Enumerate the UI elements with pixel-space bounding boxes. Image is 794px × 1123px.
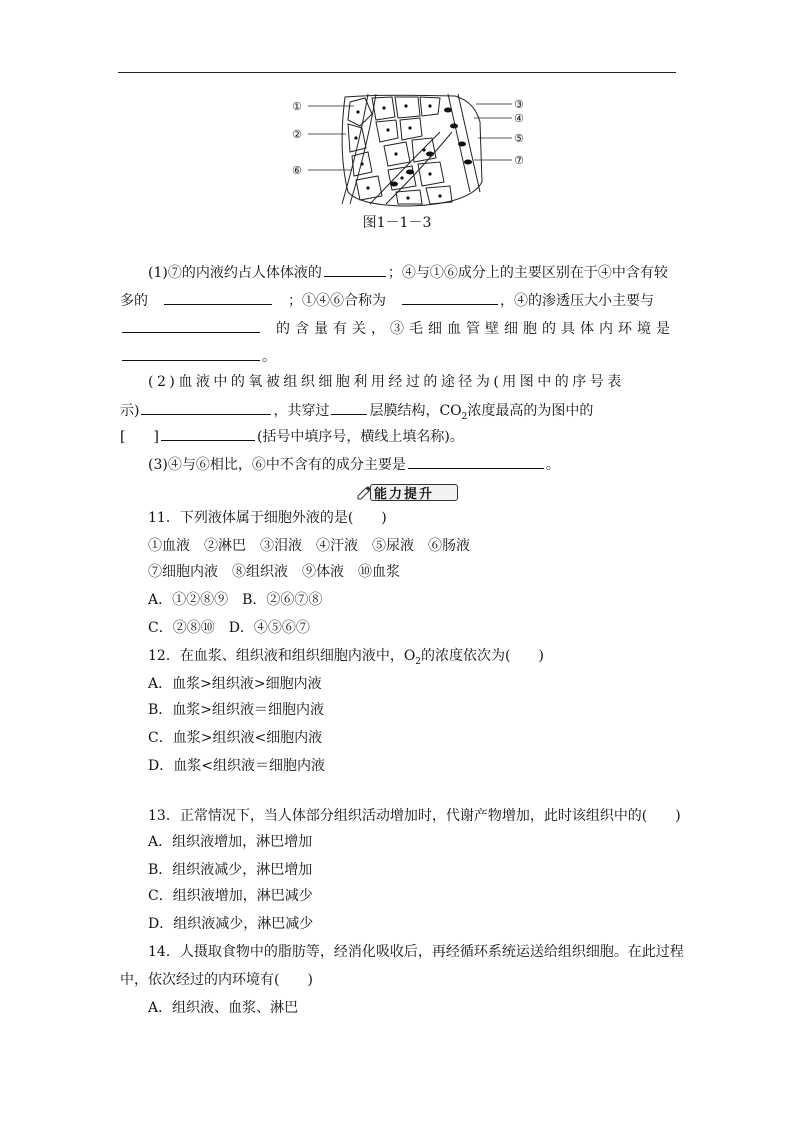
q14-stem-line2: 中，依次经过的内环境有( ) [120, 972, 313, 988]
q10-p2-line2: 示) ，共穿过 层膜结构，$CO_2$浓度最高的为图中的 [120, 400, 593, 427]
q10-p1-line3: 的含量有关，③毛细血管壁细胞的具体内环境是 [120, 318, 675, 339]
q10-p2-line1: (2)血液中的氧被组织细胞利用经过的途径为(用图中的序号表 [148, 374, 625, 390]
answer-blank[interactable] [408, 454, 544, 469]
answer-blank[interactable] [122, 346, 260, 361]
figure-label-2: ② [292, 128, 302, 141]
q14-option-a[interactable]: A．组织液、血浆、淋巴 [148, 1000, 299, 1016]
q13-option-d[interactable]: D．组织液减少，淋巴减少 [148, 916, 314, 932]
figure-label-5: ⑤ [514, 132, 524, 145]
figure-label-7: ⑦ [514, 154, 524, 167]
figure-label-4: ④ [514, 112, 524, 125]
q12-stem: 12．在血浆、组织液和组织细胞内液中，$O_2$的浓度依次为( ) [148, 648, 544, 667]
q12-option-c[interactable]: C．血浆>组织液<细胞内液 [148, 730, 323, 746]
q11-option-ab[interactable]: A．①②⑧⑨ B．②⑥⑦⑧ [148, 592, 323, 608]
q12-option-d[interactable]: D．血浆<组织液＝细胞内液 [148, 758, 325, 774]
q11-option-cd[interactable]: C．②⑧⑩ D．④⑤⑥⑦ [148, 620, 310, 636]
q11-stem: 11．下列液体属于细胞外液的是( ) [148, 510, 387, 526]
answer-blank[interactable] [161, 426, 255, 441]
answer-blank[interactable] [331, 400, 367, 415]
q11-items-1: ①血液 ②淋巴 ③泪液 ④汗液 ⑤尿液 ⑥肠液 [148, 538, 470, 554]
q11-items-2: ⑦细胞内液 ⑧组织液 ⑨体液 ⑩血浆 [148, 564, 400, 580]
answer-blank[interactable] [141, 400, 271, 415]
q14-stem-line1: 14．人摄取食物中的脂肪等，经消化吸收后，再经循环系统运送给组织细胞。在此过程 [148, 944, 684, 960]
section-title: 能力提升 [374, 487, 435, 502]
figure-caption: 图1－1－3 [362, 215, 432, 231]
q13-option-a[interactable]: A．组织液增加，淋巴增加 [148, 834, 313, 850]
answer-blank[interactable] [402, 290, 498, 305]
figure-label-6: ⑥ [292, 164, 302, 177]
q13-option-c[interactable]: C．组织液增加，淋巴减少 [148, 888, 313, 904]
answer-blank[interactable] [122, 318, 260, 333]
tissue-diagram [290, 92, 530, 210]
answer-blank[interactable] [324, 262, 386, 277]
q13-stem: 13．正常情况下，当人体部分组织活动增加时，代谢产物增加，此时该组织中的( ) [148, 808, 681, 824]
q10-p2-line3: [ ] (括号中填序号，横线上填名称)。 [120, 426, 464, 447]
q13-option-b[interactable]: B．组织液减少，淋巴增加 [148, 862, 313, 878]
section-heading [356, 482, 458, 502]
figure-label-3: ③ [514, 98, 524, 111]
answer-blank[interactable] [164, 290, 272, 305]
q12-option-b[interactable]: B．血浆>组织液＝细胞内液 [148, 702, 325, 718]
q10-p3: (3)④与⑥相比，⑥中不含有的成分主要是 。 [148, 454, 560, 475]
figure-label-1: ① [292, 100, 302, 113]
q10-p1-line4: 。 [120, 346, 276, 367]
q10-p1-line1: (1)⑦的内液约占人体体液的 ；④与①⑥成分上的主要区别在于④中含有较 [148, 262, 668, 283]
q10-p1-line2: 多的 ；①④⑥合称为 ，④的渗透压大小主要与 [120, 290, 654, 311]
q12-option-a[interactable]: A．血浆>组织液>细胞内液 [148, 676, 322, 692]
header-rule [118, 72, 676, 73]
